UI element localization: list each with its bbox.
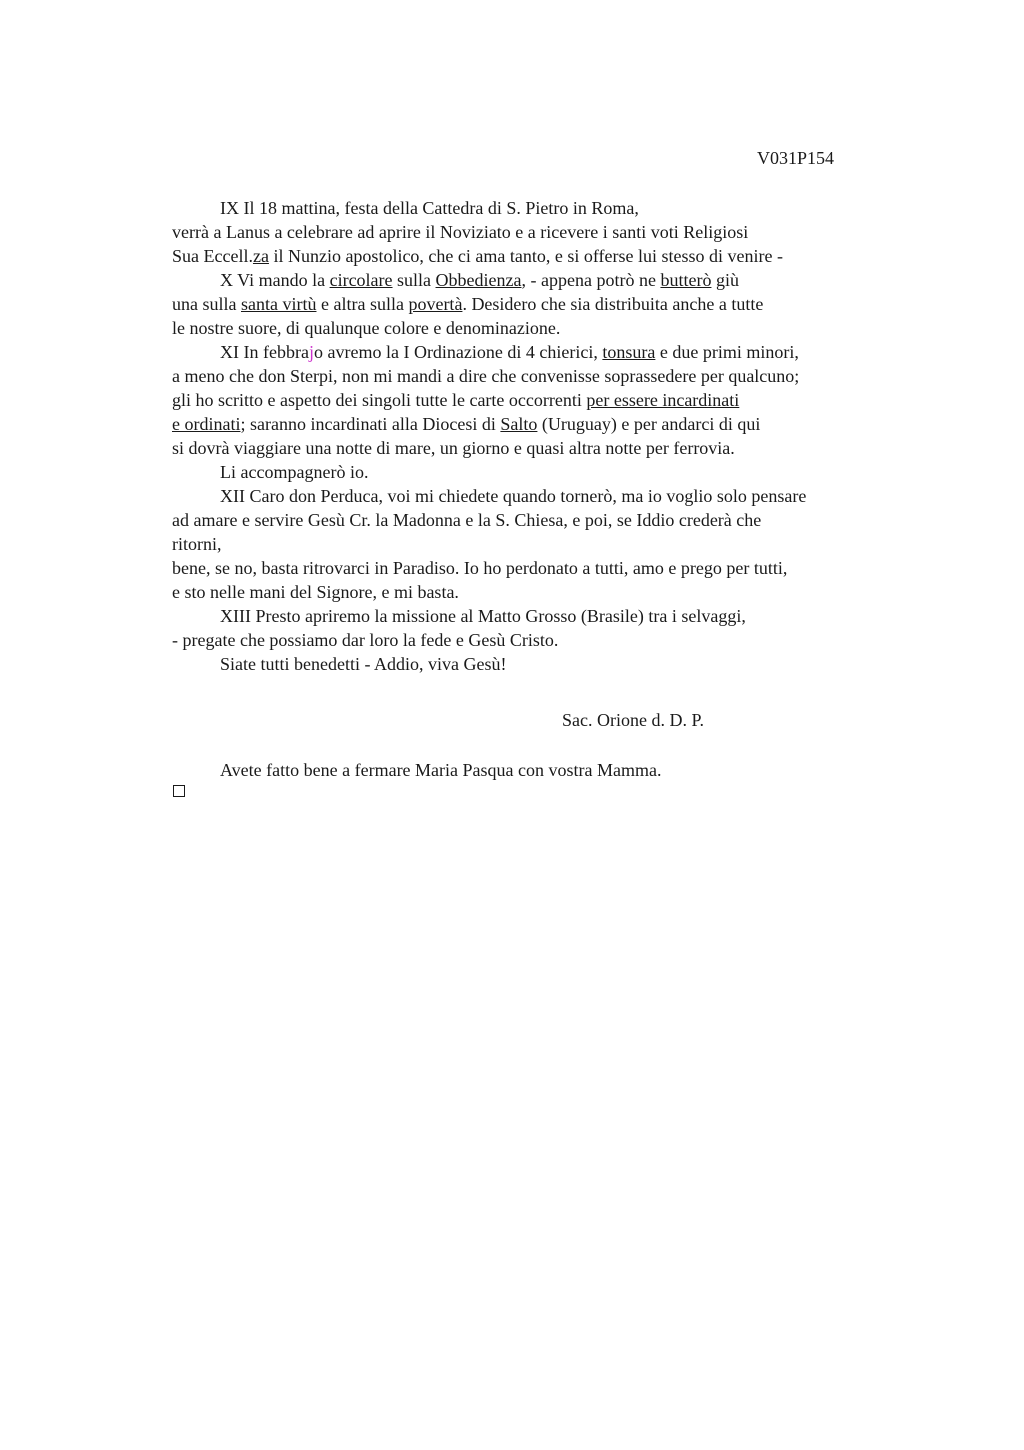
text-segment: e altra sulla (316, 294, 409, 314)
text-segment: gli ho scritto e aspetto dei singoli tutte le carte occorrenti (172, 390, 587, 410)
text-line (172, 292, 912, 316)
text-line (172, 580, 912, 604)
text-segment: XI In febbra (220, 342, 309, 362)
underlined-text: circolare (329, 270, 393, 290)
text-segment: ad amare e servire Gesù Cr. la Madonna e la S. Chiesa, e poi, se Iddio crederà che (172, 510, 762, 530)
text-line (172, 388, 912, 412)
text-segment: XII Caro don Perduca, voi mi chiedete quando tornerò, ma io voglio solo pensare (220, 486, 807, 506)
text-segment: ritorni, (172, 534, 222, 554)
text-segment: il Nunzio apostolico, che ci ama tanto, e si offerse lui stesso di venire - (268, 246, 783, 266)
text-line (172, 556, 912, 580)
underlined-text: za (252, 246, 269, 266)
text-segment: - pregate che possiamo dar loro la fede e Gesù Cristo. (172, 630, 559, 650)
text-segment: , - appena potrò ne (521, 270, 661, 290)
page-identifier: V031P154 (757, 148, 835, 168)
highlighted-char: j (308, 342, 314, 362)
postscript: Avete fatto bene a fermare Maria Pasqua con vostra Mamma. (220, 760, 662, 780)
letter-body (172, 196, 912, 676)
text-segment: ; saranno incardinati alla Diocesi di (240, 414, 501, 434)
text-line (172, 340, 912, 364)
text-segment: Sua Eccell. (172, 246, 253, 266)
text-segment: o avremo la I Ordinazione di 4 chierici, (313, 342, 603, 362)
text-segment: sulla (392, 270, 436, 290)
square-outline-icon (173, 785, 185, 797)
underlined-text: butterò (660, 270, 712, 290)
text-line (172, 364, 912, 388)
text-line (172, 508, 912, 532)
text-line (172, 316, 912, 340)
text-segment: una sulla (172, 294, 241, 314)
text-line (172, 652, 912, 676)
text-line (172, 244, 912, 268)
text-line (172, 268, 912, 292)
text-line (172, 196, 912, 220)
text-line (172, 484, 912, 508)
underlined-text: tonsura (602, 342, 656, 362)
text-line (172, 628, 912, 652)
text-segment: le nostre suore, di qualunque colore e denominazione. (172, 318, 561, 338)
underlined-text: povertà (408, 294, 463, 314)
underlined-text: per essere incardinati (586, 390, 740, 410)
text-segment: bene, se no, basta ritrovarci in Paradiso. Io ho perdonato a tutti, amo e prego per tutti, (172, 558, 788, 578)
text-segment: (Uruguay) e per andarci di qui (537, 414, 761, 434)
text-segment: verrà a Lanus a celebrare ad aprire il Noviziato e a ricevere i santi voti Religiosi (172, 222, 749, 242)
text-segment: XIII Presto apriremo la missione al Matto Grosso (Brasile) tra i selvaggi, (220, 606, 746, 626)
text-line (172, 412, 912, 436)
underlined-text: Salto (500, 414, 538, 434)
text-segment: si dovrà viaggiare una notte di mare, un giorno e quasi altra notte per ferrovia. (172, 438, 735, 458)
text-segment: e sto nelle mani del Signore, e mi basta. (172, 582, 459, 602)
text-line (172, 460, 912, 484)
text-segment: X Vi mando la (220, 270, 330, 290)
text-line (172, 436, 912, 460)
text-segment: e due primi minori, (655, 342, 799, 362)
text-segment: Li accompagnerò io. (220, 462, 369, 482)
text-segment: Siate tutti benedetti - Addio, viva Gesù! (220, 654, 507, 674)
text-line (172, 532, 912, 556)
text-segment: IX Il 18 mattina, festa della Cattedra di S. Pietro in Roma, (220, 198, 639, 218)
text-segment: . Desidero che sia distribuita anche a tutte (462, 294, 764, 314)
signature: Sac. Orione d. D. P. (562, 710, 704, 730)
underlined-text: Obbedienza (435, 270, 522, 290)
underlined-text: santa virtù (241, 294, 317, 314)
text-line (172, 220, 912, 244)
text-segment: a meno che don Sterpi, non mi mandi a dire che convenisse soprassedere per qualcuno; (172, 366, 800, 386)
text-segment: giù (711, 270, 739, 290)
underlined-text: e ordinati (172, 414, 241, 434)
text-line (172, 604, 912, 628)
